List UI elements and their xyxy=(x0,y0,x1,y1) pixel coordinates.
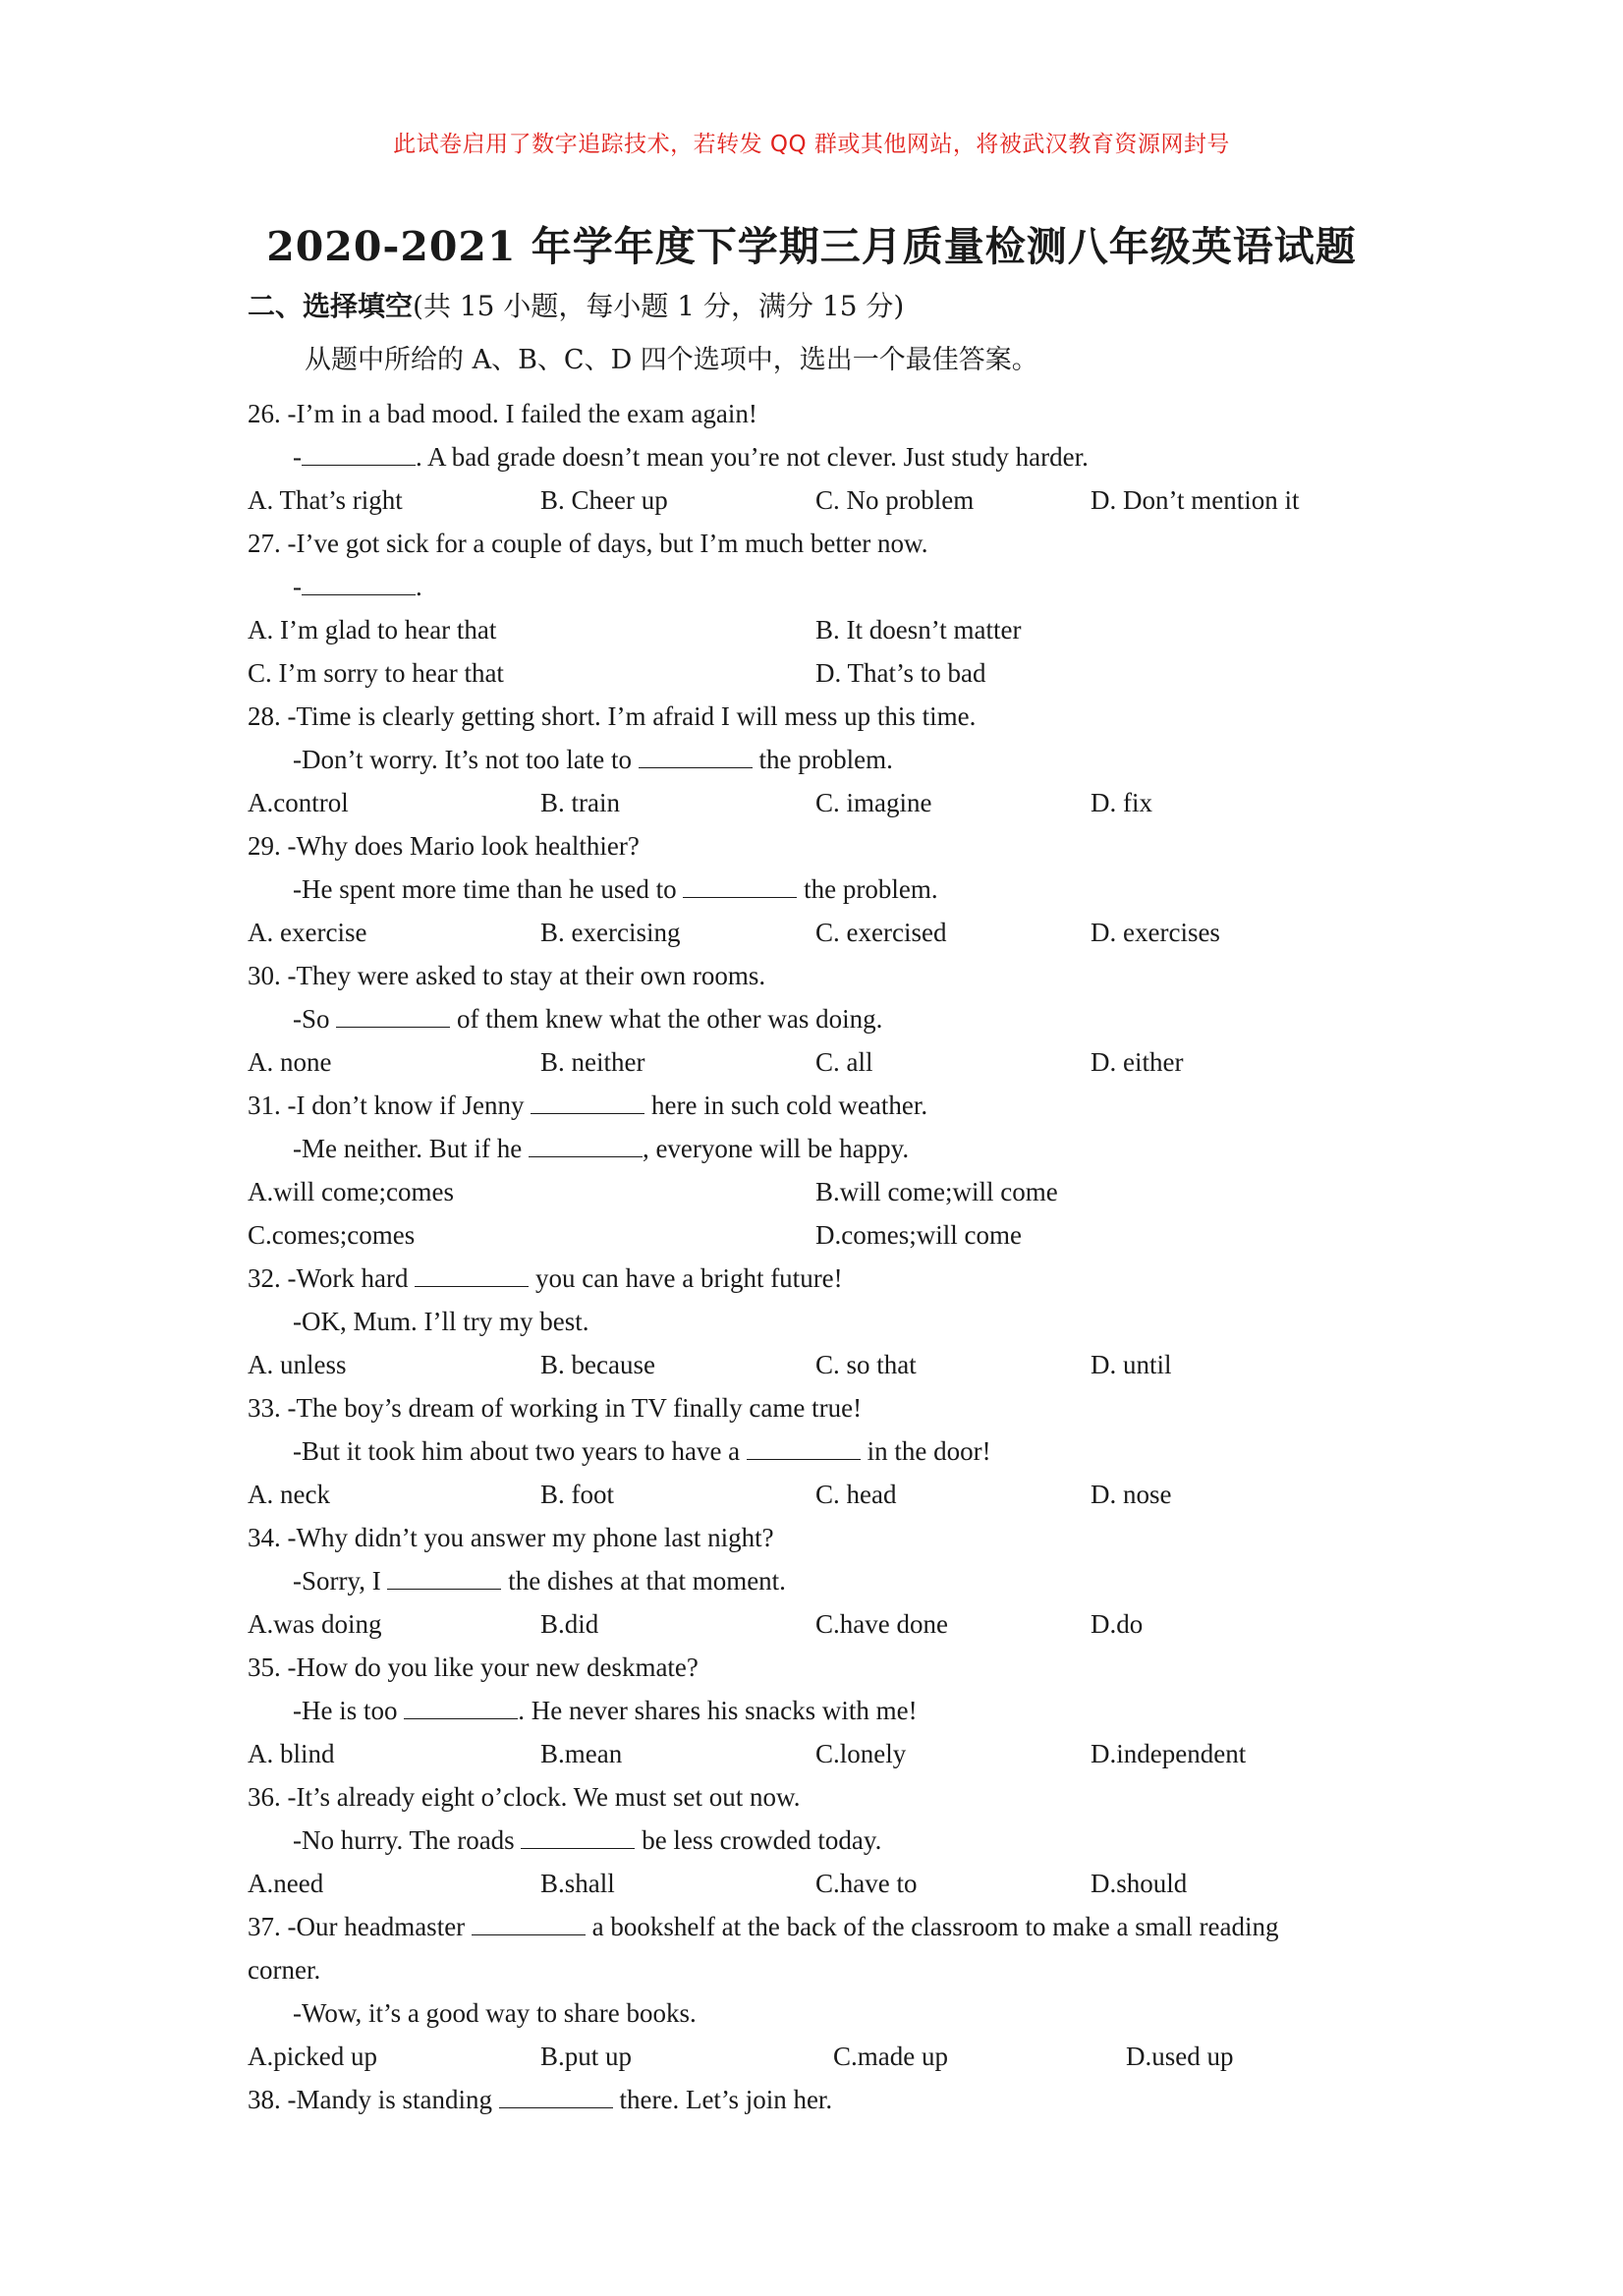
answer-blank xyxy=(472,1911,586,1935)
question-27-prompt: 27. -I’ve got sick for a couple of days, but I’m much better now. xyxy=(248,529,928,558)
section-instruction: 从题中所给的 A、B、C、D 四个选项中，选出一个最佳答案。 xyxy=(305,345,1038,375)
option-d: D.independent xyxy=(1091,1739,1247,1768)
question-37-prompt: 37. -Our headmaster a bookshelf at the back of the classroom to make a small reading xyxy=(248,1912,1279,1941)
option-d: D. until xyxy=(1091,1350,1172,1379)
question-31-prompt: 31. -I don’t know if Jenny here in such cold weather. xyxy=(248,1091,928,1120)
option-b: B.mean xyxy=(540,1739,623,1768)
question-31-reply: -Me neither. But if he , everyone will be happy. xyxy=(293,1134,910,1163)
option-b: B. neither xyxy=(540,1047,645,1077)
option-c: C. head xyxy=(815,1480,897,1509)
option-b: B.shall xyxy=(540,1869,615,1898)
question-26-prompt: 26. -I’m in a bad mood. I failed the exam again! xyxy=(248,399,757,428)
option-d: D. fix xyxy=(1091,788,1152,817)
option-b: B. Cheer up xyxy=(540,485,668,515)
question-28-prompt: 28. -Time is clearly getting short. I’m afraid I will mess up this time. xyxy=(248,701,977,731)
option-a: A.picked up xyxy=(248,2042,377,2071)
answer-blank xyxy=(521,1824,635,1849)
option-c: C. all xyxy=(815,1047,873,1077)
option-d: D. exercises xyxy=(1091,918,1220,947)
option-d: D.used up xyxy=(1126,2042,1234,2071)
answer-blank xyxy=(683,873,797,898)
question-28-reply: -Don’t worry. It’s not too late to the problem. xyxy=(293,745,893,774)
answer-blank xyxy=(415,1262,529,1287)
question-33-prompt: 33. -The boy’s dream of working in TV finally came true! xyxy=(248,1393,863,1423)
option-c: C. imagine xyxy=(815,788,932,817)
option-a: A. exercise xyxy=(248,918,367,947)
option-d: D.do xyxy=(1091,1609,1144,1639)
question-32-prompt: 32. -Work hard you can have a bright future! xyxy=(248,1263,843,1293)
question-29-reply: -He spent more time than he used to the problem. xyxy=(293,874,938,904)
option-b: B.put up xyxy=(540,2042,633,2071)
option-c: C.have done xyxy=(815,1609,948,1639)
question-30-prompt: 30. -They were asked to stay at their own rooms. xyxy=(248,961,766,990)
section-detail: (共 15 小题，每小题 1 分，满分 15 分) xyxy=(413,290,905,322)
option-c: C.made up xyxy=(833,2042,948,2071)
option-d: D. Don’t mention it xyxy=(1091,485,1300,515)
option-b: B. It doesn’t matter xyxy=(815,615,1022,644)
question-37-prompt-cont: corner. xyxy=(248,1955,321,1985)
question-36-reply: -No hurry. The roads be less crowded today. xyxy=(293,1825,882,1855)
question-37-reply: -Wow, it’s a good way to share books. xyxy=(293,1998,697,2028)
answer-blank xyxy=(531,1090,644,1114)
copyright-notice: 此试卷启用了数字追踪技术，若转发 QQ 群或其他网站，将被武汉教育资源网封号 xyxy=(393,132,1230,157)
answer-blank xyxy=(387,1565,501,1590)
option-a: A.control xyxy=(248,788,349,817)
option-a: A. blind xyxy=(248,1739,335,1768)
option-c: C. exercised xyxy=(815,918,947,947)
option-a: A.was doing xyxy=(248,1609,382,1639)
option-a: A. That’s right xyxy=(248,485,403,515)
option-d: D. That’s to bad xyxy=(815,658,986,688)
answer-blank xyxy=(302,441,416,466)
option-a: A. neck xyxy=(248,1480,330,1509)
section-heading xyxy=(248,285,904,324)
option-b: B. exercising xyxy=(540,918,681,947)
question-34-reply: -Sorry, I the dishes at that moment. xyxy=(293,1566,786,1596)
option-a: A.will come;comes xyxy=(248,1177,454,1206)
option-b: B.did xyxy=(540,1609,599,1639)
option-a: A.need xyxy=(248,1869,324,1898)
answer-blank xyxy=(747,1435,861,1460)
option-d: D.comes;will come xyxy=(815,1220,1022,1250)
question-38-prompt: 38. -Mandy is standing there. Let’s join her. xyxy=(248,2085,833,2114)
option-b: B. train xyxy=(540,788,620,817)
option-d: D. either xyxy=(1091,1047,1184,1077)
question-35-reply: -He is too . He never shares his snacks with me! xyxy=(293,1696,918,1725)
option-d: D. nose xyxy=(1091,1480,1172,1509)
option-a: A. I’m glad to hear that xyxy=(248,615,497,644)
option-d: D.should xyxy=(1091,1869,1188,1898)
option-a: A. unless xyxy=(248,1350,347,1379)
answer-blank xyxy=(499,2084,613,2108)
answer-blank xyxy=(639,744,753,768)
option-b: B. because xyxy=(540,1350,655,1379)
answer-blank xyxy=(336,1003,450,1028)
question-33-reply: -But it took him about two years to have a in the door! xyxy=(293,1436,991,1466)
question-30-reply: -So of them knew what the other was doing. xyxy=(293,1004,883,1034)
question-34-prompt: 34. -Why didn’t you answer my phone last night? xyxy=(248,1523,774,1552)
option-c: C. so that xyxy=(815,1350,917,1379)
question-26-reply: - . A bad grade doesn’t mean you’re not clever. Just study harder. xyxy=(293,442,1089,472)
answer-blank xyxy=(302,571,416,595)
option-a: A. none xyxy=(248,1047,332,1077)
question-29-prompt: 29. -Why does Mario look healthier? xyxy=(248,831,640,861)
question-32-reply: -OK, Mum. I’ll try my best. xyxy=(293,1307,589,1336)
section-label: 二、选择填空 xyxy=(248,290,414,322)
option-c: C.have to xyxy=(815,1869,918,1898)
option-c: C. I’m sorry to hear that xyxy=(248,658,504,688)
option-b: B.will come;will come xyxy=(815,1177,1058,1206)
option-c: C.comes;comes xyxy=(248,1220,416,1250)
option-c: C.lonely xyxy=(815,1739,907,1768)
exam-title: 2020-2021 年学年度下学期三月质量检测八年级英语试题 xyxy=(266,223,1357,270)
option-c: C. No problem xyxy=(815,485,975,515)
answer-blank xyxy=(529,1133,643,1157)
answer-blank xyxy=(404,1695,518,1719)
option-b: B. foot xyxy=(540,1480,615,1509)
question-35-prompt: 35. -How do you like your new deskmate? xyxy=(248,1652,699,1682)
question-36-prompt: 36. -It’s already eight o’clock. We must set out now. xyxy=(248,1782,801,1812)
question-27-reply: - . xyxy=(293,572,422,601)
